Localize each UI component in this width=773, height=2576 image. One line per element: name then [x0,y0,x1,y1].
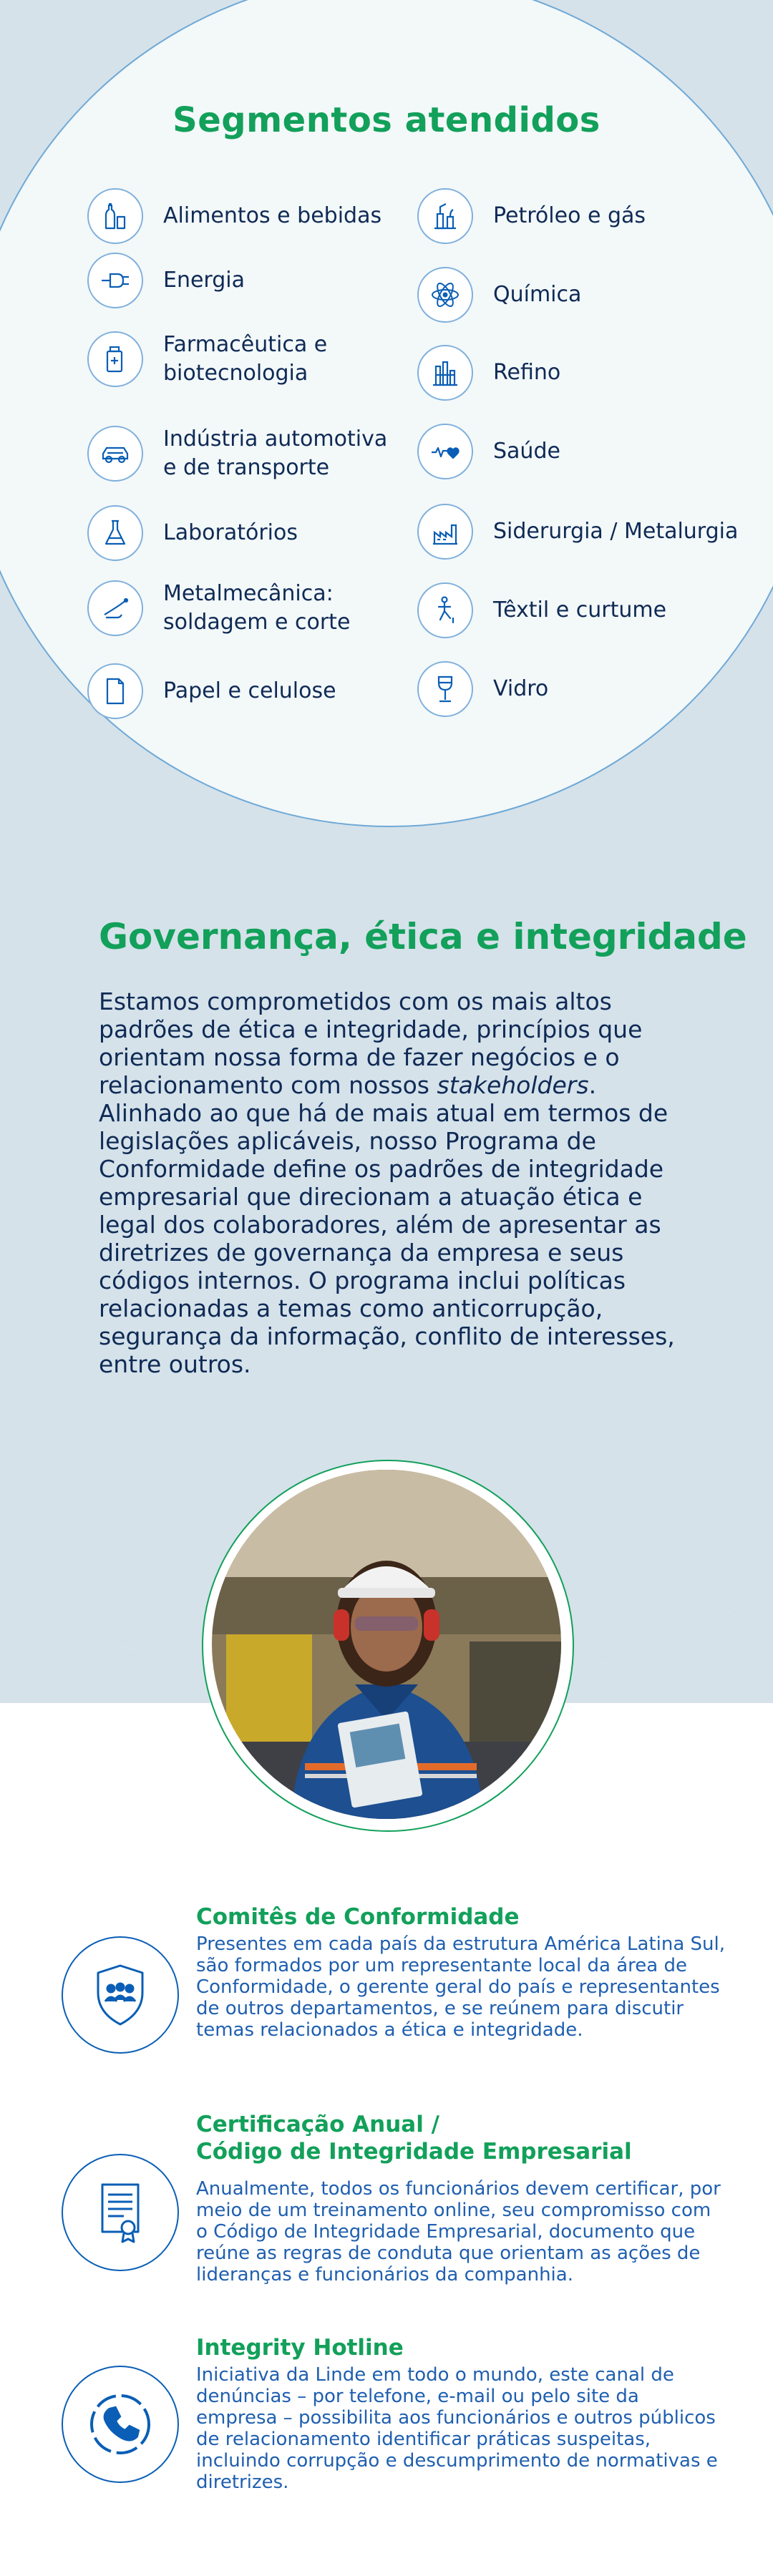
segment-item-alimentos [87,188,381,244]
governance-text-part: Estamos comprometidos com os mais altos padrões de ética e integridade, princípios que orientam nossa forma de fazer negócios e o relacionamento com nossos [99,987,643,1099]
feature-title: Integrity Hotline [196,2335,404,2361]
segment-label: Indústria automotiva e de transporte [163,426,388,480]
textile-icon [417,582,473,638]
plug-icon [87,253,143,308]
segment-label: Energia [163,268,245,293]
segment-label: Metalmecânica: soldagem e corte [163,581,351,635]
segment-item-energia [87,253,245,308]
car-icon [87,426,143,482]
segment-label: Química [493,282,582,307]
segment-item-metalmecanica [87,580,350,637]
segment-item-farmaceutica [87,331,327,388]
feature-title: Certificação Anual / Código de Integridade Empresarial [196,2112,632,2165]
governance-text-italic: stakeholders [437,1071,589,1099]
segment-item-quimica [417,267,581,323]
worker-photo [212,1470,561,1819]
segment-label: Papel e celulose [163,678,336,703]
segment-label: Siderurgia / Metalurgia [493,519,739,544]
segment-item-textil [417,582,666,638]
segment-item-papel [87,663,336,719]
segment-item-saude [417,424,560,479]
medicine-bottle-icon [87,331,143,387]
segment-item-laboratorios [87,505,298,561]
segment-item-automotiva [87,425,387,482]
segment-label: Têxtil e curtume [493,597,667,623]
certificate-icon [62,2154,179,2271]
segment-label: Vidro [493,676,549,701]
segment-label: Laboratórios [163,520,298,545]
segment-label: Refino [493,360,561,385]
phone-icon [62,2366,179,2483]
segment-item-petroleo [417,188,646,244]
refinery-icon [417,345,473,401]
segment-item-vidro [417,661,548,717]
segment-label: Farmacêutica e biotecnologia [163,332,328,386]
welding-icon [87,580,143,636]
feature-title: Comitês de Conformidade [196,1904,520,1930]
paper-icon [87,663,143,719]
wine-glass-icon [417,661,473,717]
feature-text: Anualmente, todos os funcionários devem certificar, por meio de um treinamento online, seu compromisso com o Código de Integridade Empresarial, documento que reúne as regras de conduta que orientam as ações de lideranças e funcionários da companhia. [196,2178,721,2285]
governance-paragraph [99,987,686,1378]
flask-icon [87,505,143,561]
segment-label: Alimentos e bebidas [163,203,382,228]
segment-item-siderurgia [417,504,738,560]
segments-title: Segmentos atendidos [172,100,601,140]
governance-title: Governança, ética e integridade [99,916,747,957]
steel-factory-icon [417,504,473,560]
segment-item-refino [417,345,560,401]
segment-label: Petróleo e gás [493,203,646,228]
feature-text: Presentes em cada país da estrutura América Latina Sul, são formados por um representante local da área de Conformidade, o gerente geral do país e representantes de outros departamentos, e se reúnem para discutir temas relacionados a ética e integridade. [196,1933,726,2041]
atom-icon [417,267,473,323]
governance-text-part: . Alinhado ao que há de mais atual em termos de legislações aplicáveis, nosso Programa de Conformidade define os padrões de integridade empresarial que direcionam a atuação ética e legal dos colaboradores, além de apresentar as diretrizes de governança da empresa e seus códigos internos. O programa inclui políticas relacionadas a temas como anticorrupção, segurança da informação, conflito de interesses, entre outros. [99,1071,675,1378]
heartbeat-icon [417,424,473,479]
oil-gas-icon [417,188,473,244]
bottle-icon [87,188,143,244]
feature-text: Iniciativa da Linde em todo o mundo, este canal de denúncias – por telefone, e-mail ou pelo site da empresa – possibilita aos funcionários e outros públicos de relacionamento identificar práticas suspeitas, incluindo corrupção e descumprimento de normativas e diretrizes. [196,2364,718,2493]
team-shield-icon [62,1936,179,2054]
segment-label: Saúde [493,439,560,464]
